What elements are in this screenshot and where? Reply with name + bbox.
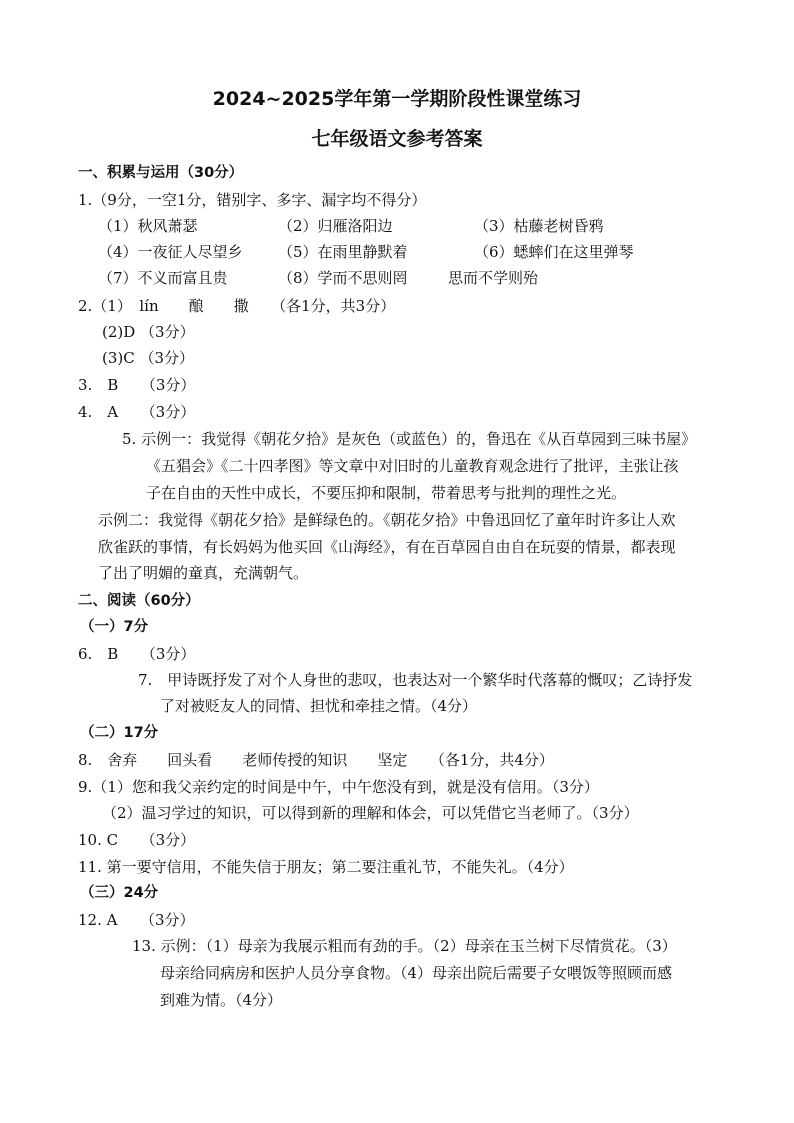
question-7-line: 了对被贬友人的同情、担忧和牵挂之情。（4分） <box>160 697 478 715</box>
question-5-line: 5. 示例一：我觉得《朝花夕拾》是灰色（或蓝色）的，鲁迅在《从百草园到三味书屋》 <box>122 430 697 448</box>
part-heading-3: （三）24分 <box>80 885 159 901</box>
answer-1-8: （8）学而不思则罔 <box>278 269 408 287</box>
question-2-1: 2.（1） lín 酿 撒 （各1分，共3分） <box>78 297 396 315</box>
section-heading-2: 二、阅读（60分） <box>78 593 200 609</box>
question-13-line: 到难为情。（4分） <box>160 991 283 1009</box>
question-5-example2-line: 示例二：我觉得《朝花夕拾》是鲜绿色的。《朝花夕拾》中鲁迅回忆了童年时许多让人欢 <box>98 511 676 529</box>
question-6: 6. B （3分） <box>78 645 196 663</box>
part-heading-1: （一）7分 <box>80 619 149 635</box>
question-12: 12. A （3分） <box>78 911 195 929</box>
answer-1-4: （4）一夜征人尽望乡 <box>98 243 243 261</box>
question-1: 1.（9分，一空1分，错别字、多字、漏字均不得分） <box>78 191 427 209</box>
question-4: 4. A （3分） <box>78 403 196 421</box>
page-subtitle: 七年级语文参考答案 <box>311 128 483 150</box>
question-9-2: （2）温习学过的知识，可以得到新的理解和体会，可以凭借它当老师了。（3分） <box>102 804 639 822</box>
answer-1-3: （3）枯藤老树昏鸦 <box>474 217 604 235</box>
question-8: 8. 舍弃 回头看 老师传授的知识 坚定 （各1分，共4分） <box>78 751 554 769</box>
question-10: 10. C （3分） <box>78 831 196 849</box>
question-13-line: 母亲给同病房和医护人员分享食物。（4）母亲出院后需要子女喂饭等照顾而感 <box>160 964 673 982</box>
page-title: 2024~2025学年第一学期阶段性课堂练习 <box>212 88 582 110</box>
question-9-1: 9.（1）您和我父亲约定的时间是中午，中午您没有到，就是没有信用。（3分） <box>78 778 599 796</box>
answer-1-8b: 思而不学则殆 <box>448 269 539 287</box>
question-5-example2-line: 了出了明媚的童真，充满朝气。 <box>98 564 309 582</box>
question-11: 11. 第一要守信用，不能失信于朋友；第二要注重礼节，不能失礼。（4分） <box>78 858 574 876</box>
question-13-line: 13. 示例：（1）母亲为我展示粗而有劲的手。（2）母亲在玉兰树下尽情赏花。（3） <box>132 937 677 955</box>
question-3: 3. B （3分） <box>78 376 196 394</box>
question-5-example2-line: 欣雀跃的事情，有长妈妈为他买回《山海经》，有在百草园自由自在玩耍的情景，都表现 <box>98 538 676 556</box>
question-2-3: (3)C （3分） <box>102 349 195 367</box>
answer-1-2: （2）归雁洛阳边 <box>278 217 393 235</box>
section-heading-1: 一、积累与运用（30分） <box>78 165 244 181</box>
part-heading-2: （二）17分 <box>80 725 159 741</box>
question-5-line: 子在自由的天性中成长，不要压抑和限制，带着思考与批判的理性之光。 <box>146 484 627 502</box>
answer-1-7: （7）不义而富且贵 <box>98 269 228 287</box>
answer-1-6: （6）蟋蟀们在这里弹琴 <box>474 243 634 261</box>
question-5-line: 《五猖会》《二十四孝图》等文章中对旧时的儿童教育观念进行了批评，主张让孩 <box>146 457 679 475</box>
answer-1-5: （5）在雨里静默着 <box>278 243 408 261</box>
answer-1-1: （1）秋风萧瑟 <box>98 217 198 235</box>
question-2-2: (2)D （3分） <box>102 323 195 341</box>
question-7-line: 7. 甲诗既抒发了对个人身世的悲叹，也表达对一个繁华时代落幕的慨叹；乙诗抒发 <box>138 671 693 689</box>
